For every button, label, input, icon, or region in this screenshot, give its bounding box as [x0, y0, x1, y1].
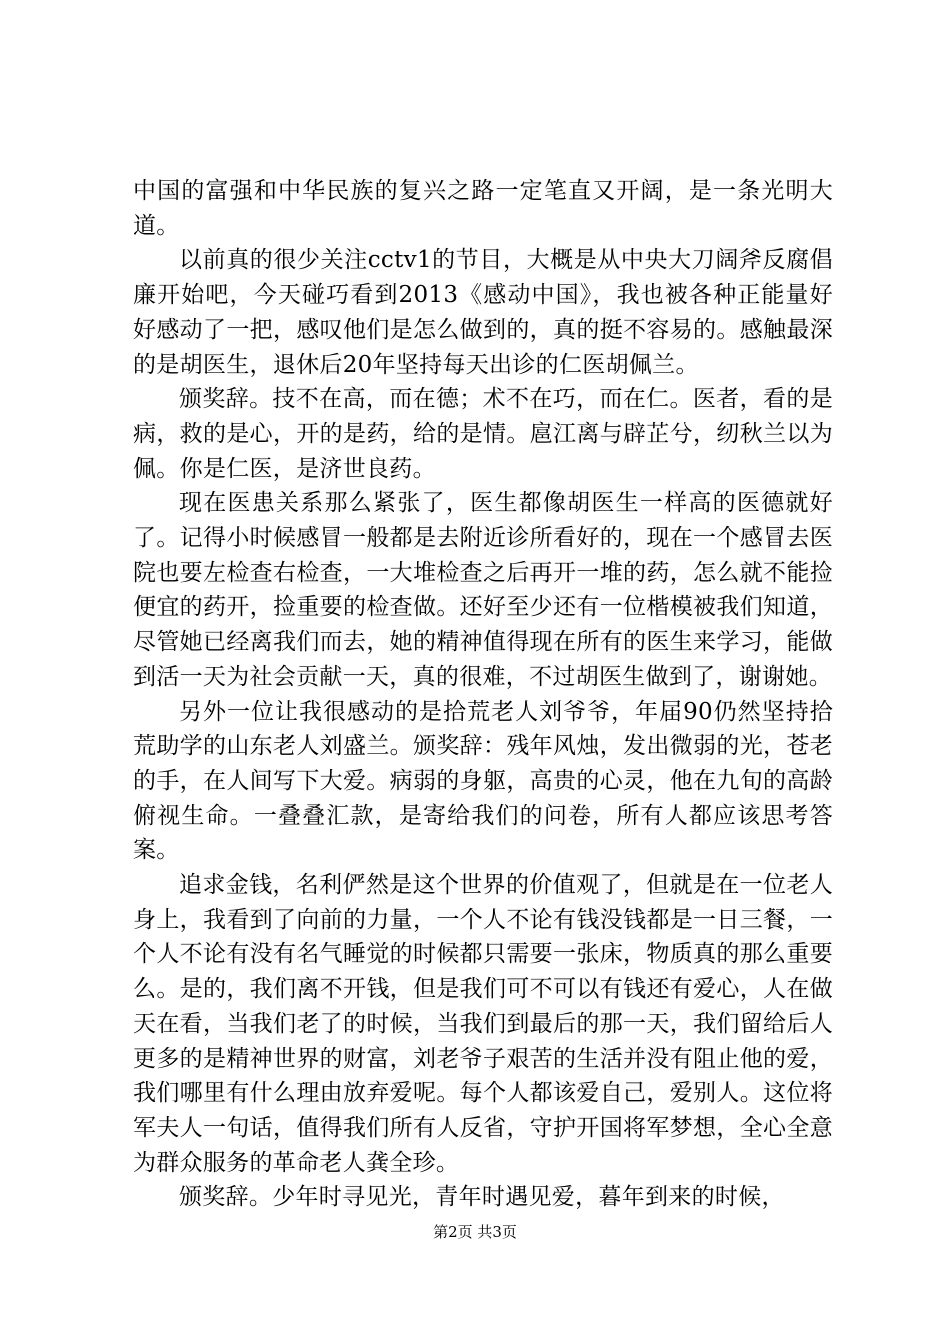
paragraph-6: 追求金钱，名利俨然是这个世界的价值观了，但就是在一位老人身上，我看到了向前的力量，一个人不论有钱没钱都是一日三餐，一个人不论有没有名气睡觉的时候都只需要一张床，物质真的那么重要么。是的，我们离不开钱，但是我们可不可以有钱还有爱心，人在做天在看，当我们老了的时候，当我们到最后的那一天，我们留给后人更多的是精神世界的财富，刘老爷子艰苦的生活并没有阻止他的爱，我们哪里有什么理由放弃爱呢。每个人都该爱自己，爱别人。这位将军夫人一句话，值得我们所有人反省，守护开国将军梦想，全心全意为群众服务的革命老人龚全珍。 [133, 872, 833, 1176]
paragraph-5: 另外一位让我很感动的是拾荒老人刘爷爷，年届90仍然坚持拾荒助学的山东老人刘盛兰。颁奖辞：残年风烛，发出微弱的光，苍老的手，在人间写下大爱。病弱的身躯，高贵的心灵，他在九旬的高龄俯视生命。一叠叠汇款，是寄给我们的问卷，所有人都应该思考答案。 [133, 698, 833, 864]
paragraph-4: 现在医患关系那么紧张了，医生都像胡医生一样高的医德就好了。记得小时候感冒一般都是去附近诊所看好的，现在一个感冒去医院也要左检查右检查，一大堆检查之后再开一堆的药，怎么就不能捡便宜的药开，捡重要的检查做。还好至少还有一位楷模被我们知道，尽管她已经离我们而去，她的精神值得现在所有的医生来学习，能做到活一天为社会贡献一天，真的很难，不过胡医生做到了，谢谢她。 [133, 490, 833, 690]
paragraph-2: 以前真的很少关注cctv1的节目，大概是从中央大刀阔斧反腐倡廉开始吧，今天碰巧看到2013《感动中国》，我也被各种正能量好好感动了一把，感叹他们是怎么做到的，真的挺不容易的。感触最深的是胡医生，退休后20年坚持每天出诊的仁医胡佩兰。 [133, 247, 833, 378]
paragraph-7: 颁奖辞。少年时寻见光，青年时遇见爱，暮年到来的时候， [179, 1184, 785, 1211]
document-body [133, 174, 833, 1215]
page-number-footer: 第2页 共3页 [433, 1223, 517, 1241]
paragraph-1: 中国的富强和中华民族的复兴之路一定笔直又开阔，是一条光明大道。 [133, 178, 833, 239]
paragraph-3: 颁奖辞。技不在高，而在德；术不在巧，而在仁。医者，看的是病，救的是心，开的是药，给的是情。扈江离与辟芷兮，纫秋兰以为佩。你是仁医，是济世良药。 [133, 386, 833, 482]
